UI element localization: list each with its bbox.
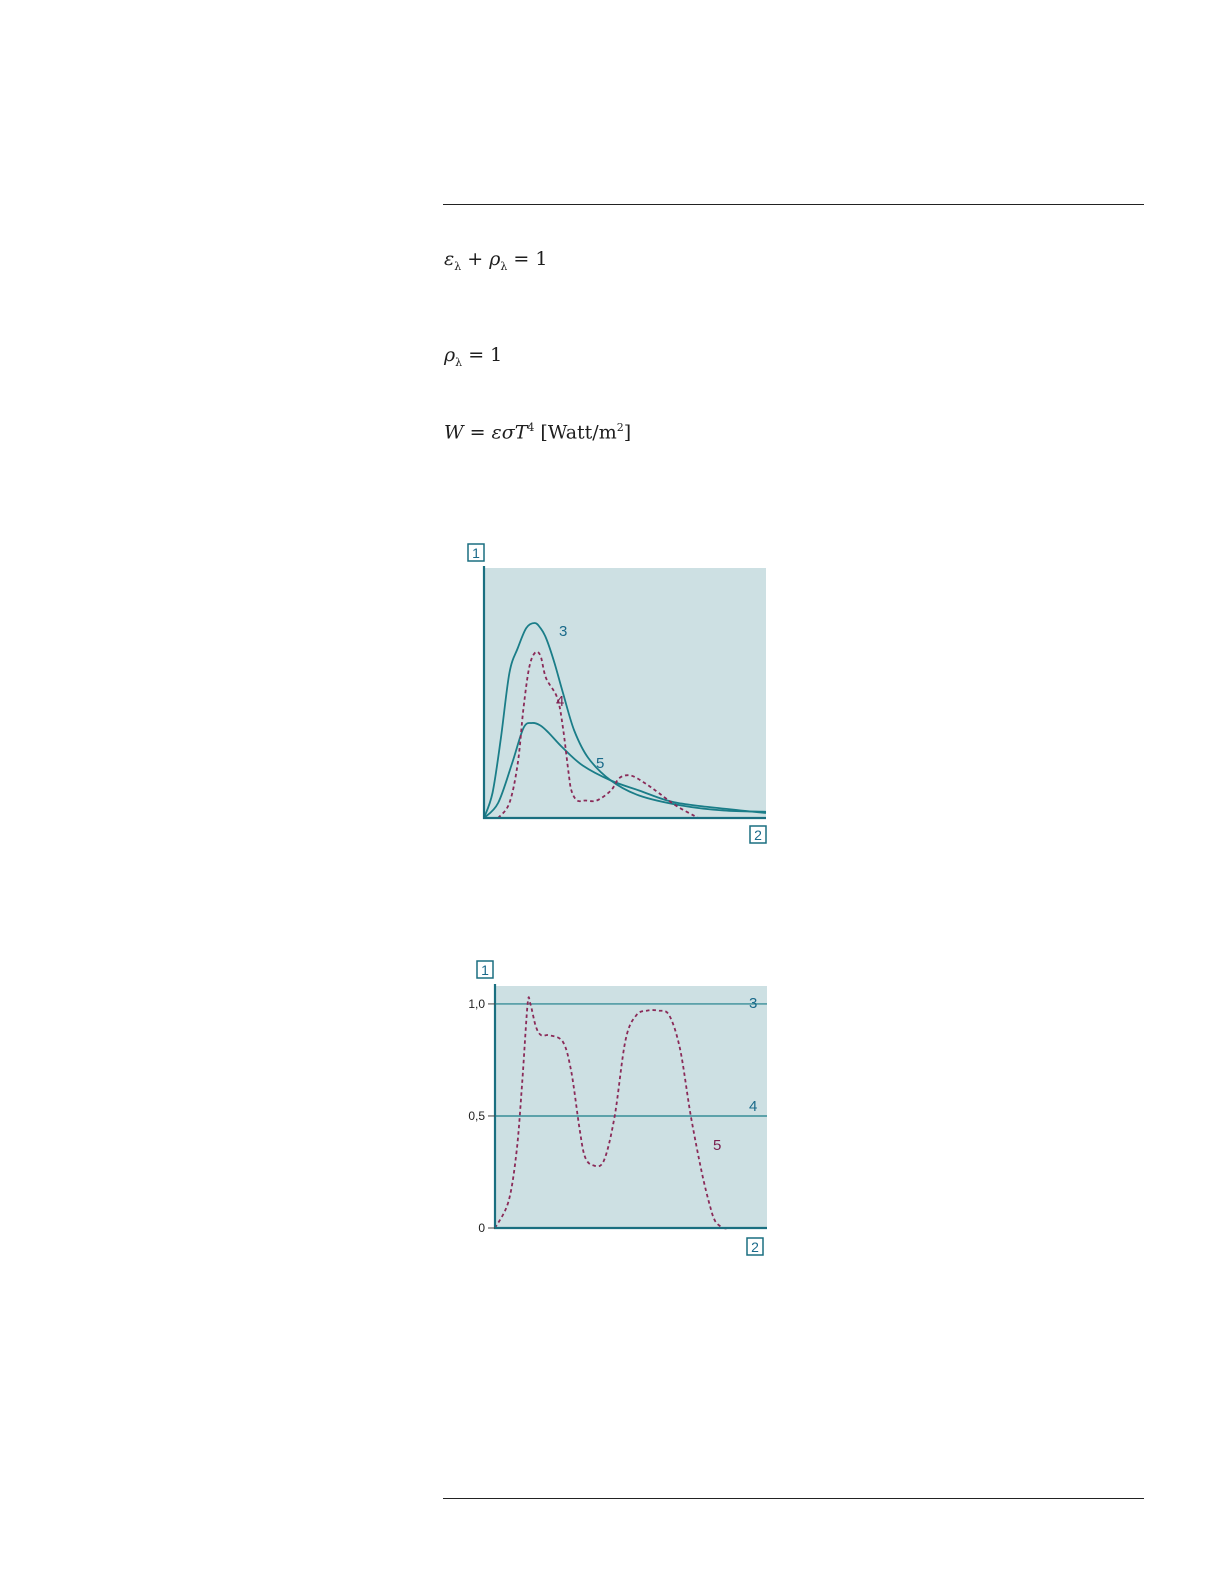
- eq1-sub-b: λ: [500, 259, 508, 273]
- bottom-rule: [443, 1498, 1144, 1499]
- y-tick-label: 0,5: [468, 1108, 485, 1123]
- eq3-equals: =: [463, 421, 492, 444]
- spectral-emissivity-figure: [455, 956, 785, 1266]
- eq3-exponent: 4: [527, 421, 535, 434]
- curve-label-3: 3: [749, 995, 758, 1012]
- y-tick-label: 1,0: [468, 996, 485, 1011]
- curve-label-4: 4: [749, 1098, 758, 1115]
- eq1-sub-a: λ: [454, 259, 462, 273]
- curve-label-4: 4: [556, 693, 565, 710]
- eq3-unit: [Watt/m: [534, 421, 617, 444]
- y-axis-callout: 1: [481, 962, 489, 978]
- y-tick-label: 0: [478, 1221, 485, 1235]
- equation-emissivity-reflectivity: [444, 248, 547, 273]
- eq1-epsilon: ε: [444, 248, 455, 270]
- plot-background: [484, 568, 766, 818]
- eq3-unit-exponent: 2: [616, 421, 624, 434]
- eq2-rhs: = 1: [462, 344, 503, 366]
- eq1-rhs: = 1: [507, 248, 548, 270]
- eq3-unit-close: ]: [623, 421, 632, 444]
- curve-label-5: 5: [713, 1137, 722, 1154]
- curve-label-3: 3: [559, 623, 568, 640]
- eq3-w: W: [444, 421, 464, 444]
- x-axis-callout: 2: [754, 827, 762, 843]
- eq2-rho: ρ: [444, 344, 456, 366]
- eq1-plus: +: [461, 248, 490, 270]
- y-axis-callout: 1: [472, 545, 480, 561]
- eq2-sub: λ: [455, 355, 463, 369]
- equation-stefan-boltzmann: [444, 421, 631, 443]
- plot-background: [495, 986, 767, 1228]
- x-axis-callout: 2: [751, 1239, 759, 1255]
- eq3-rhs: εσT: [491, 421, 528, 444]
- curve-label-5: 5: [596, 755, 605, 772]
- top-rule: [443, 204, 1144, 205]
- spectral-emittance-figure: [460, 536, 780, 856]
- eq1-rho: ρ: [489, 248, 501, 270]
- equation-reflectivity: [444, 344, 502, 369]
